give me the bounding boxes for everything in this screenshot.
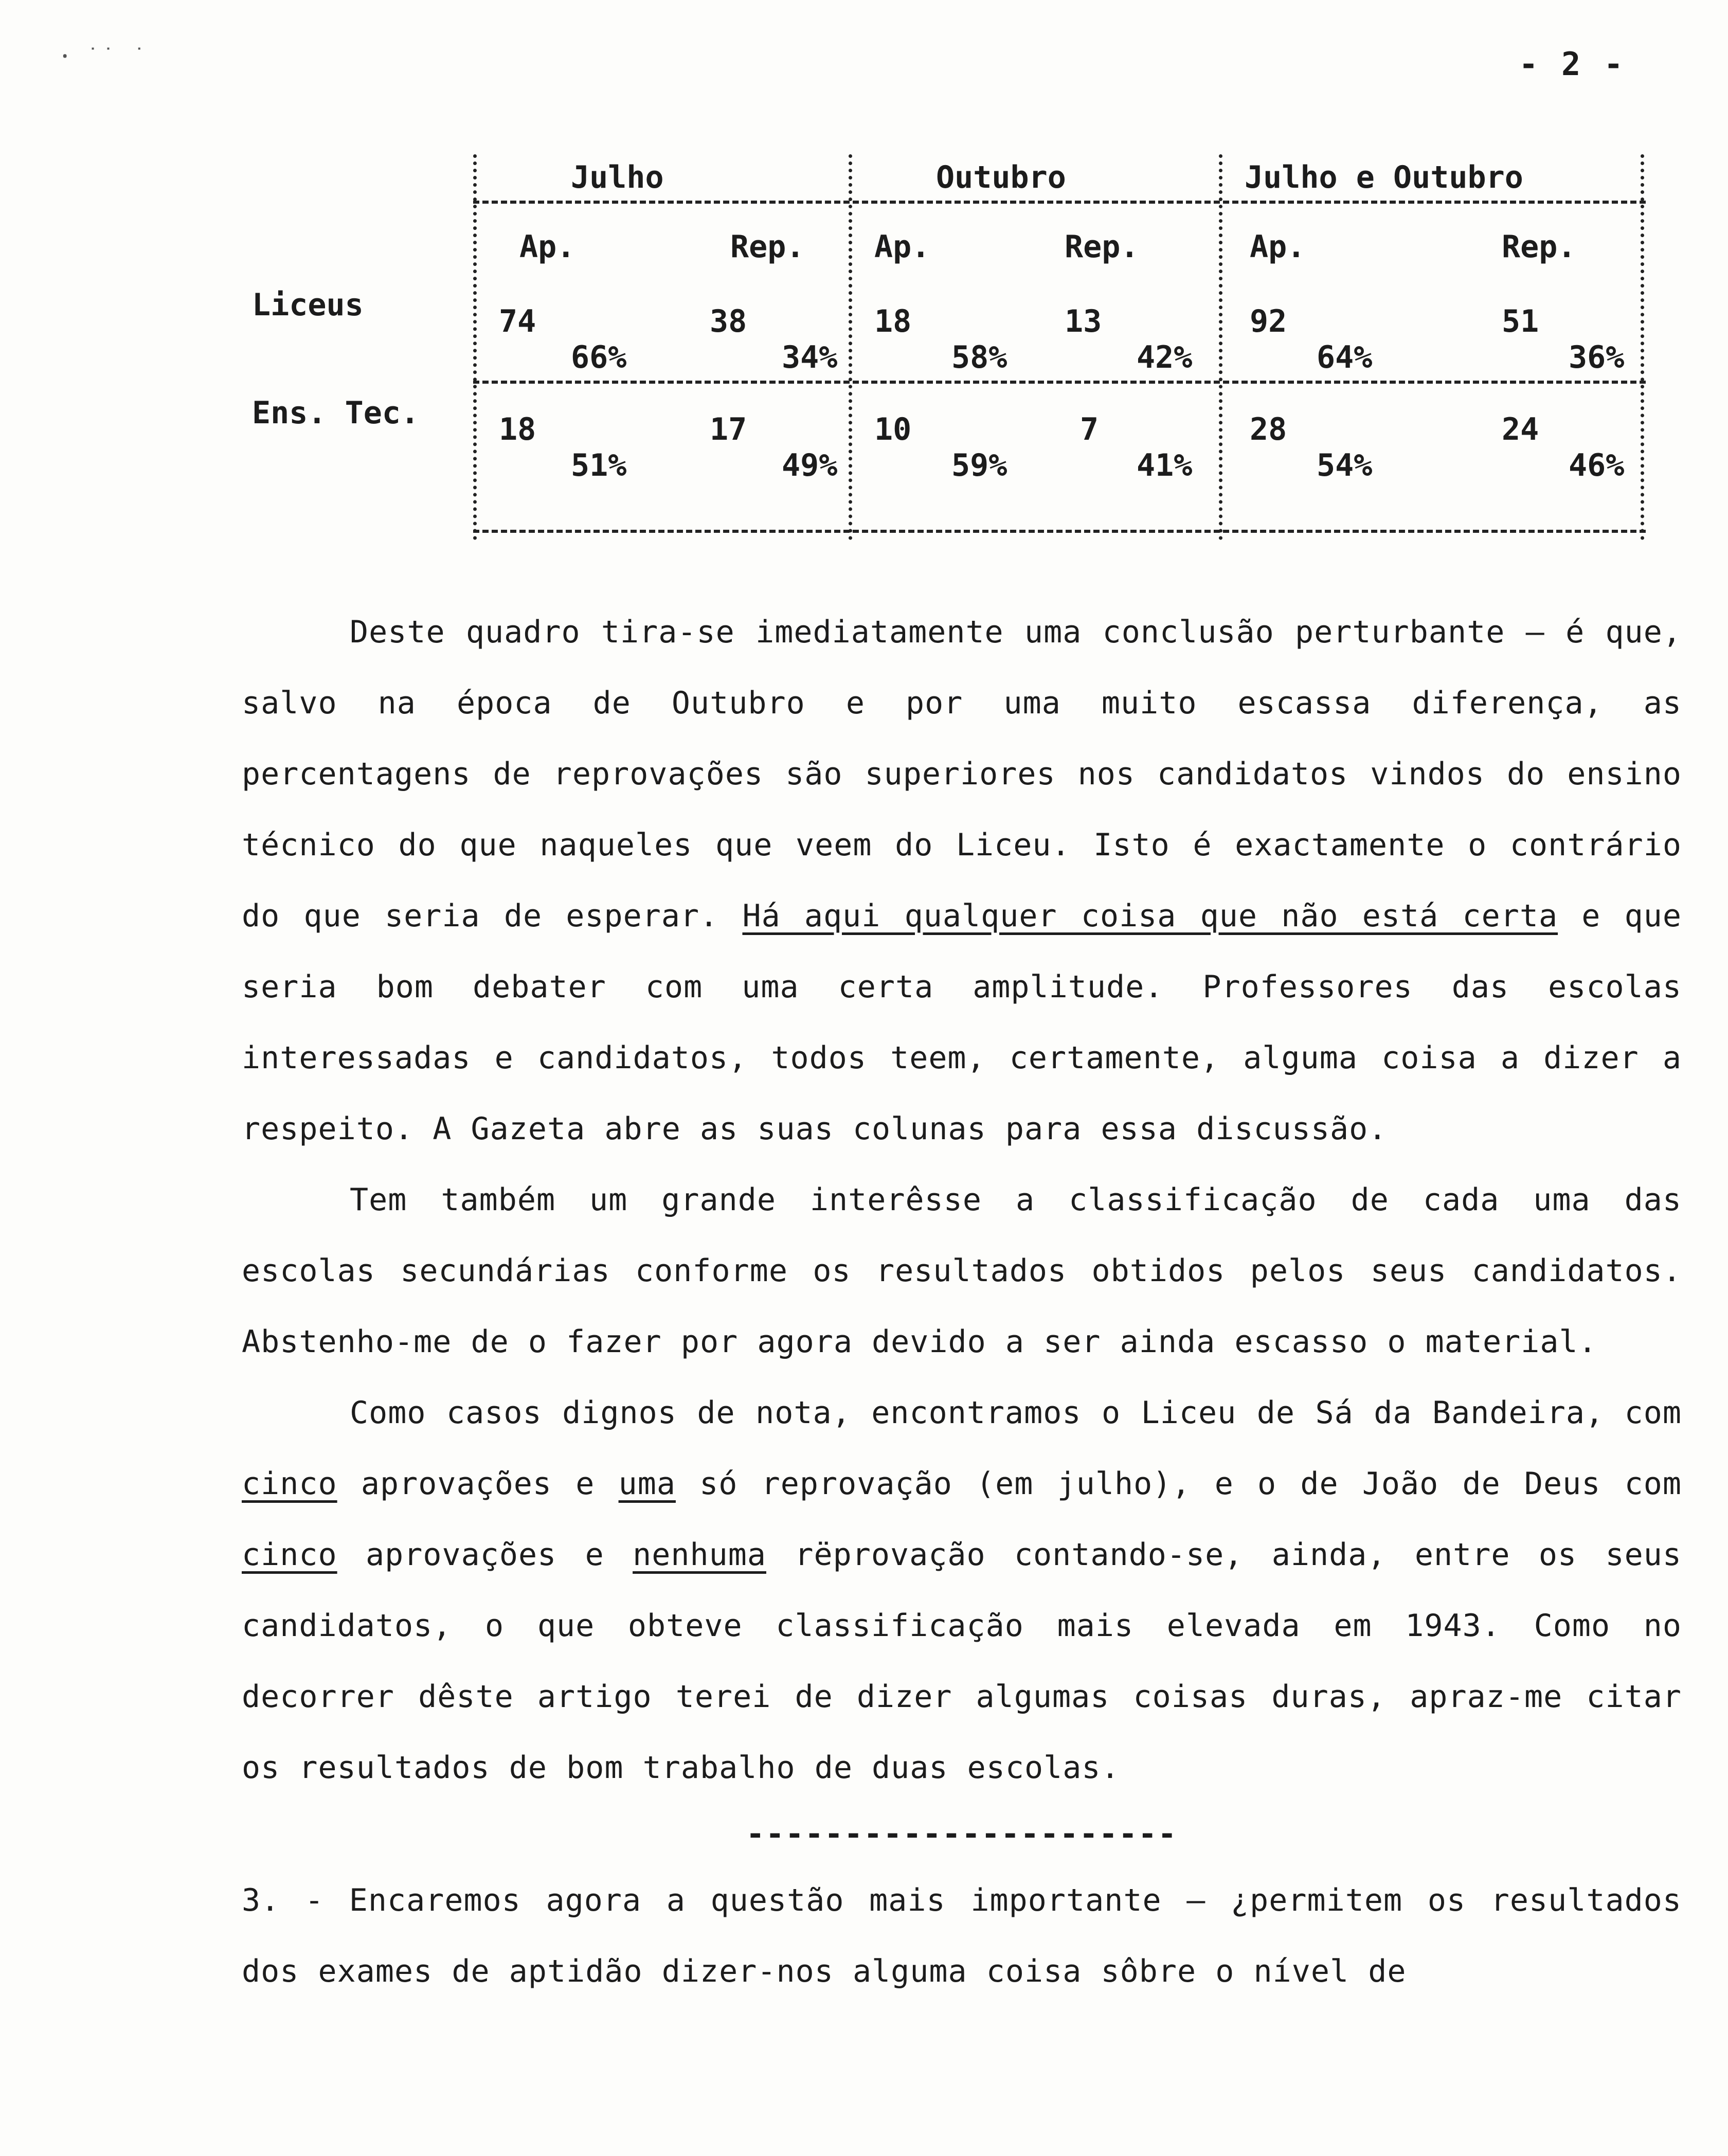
underlined-remark: Há aqui qualquer coisa que não está certa — [742, 898, 1558, 934]
underlined-cinco-1: cinco — [242, 1466, 337, 1502]
enstec-julho-rep-count: 17 — [710, 411, 747, 447]
enstec-outubro-rep-count: 7 — [1080, 411, 1099, 447]
corner-mark: ꞏ ˙˙ ˙ — [62, 45, 149, 68]
underlined-cinco-2: cinco — [242, 1537, 337, 1573]
liceus-outubro-rep-count: 13 — [1065, 303, 1102, 339]
paragraph-section-3: 3. - Encaremos agora a questão mais importante — ¿permitem os resultados dos exames de aptidão dizer-nos alguma coisa sôbre o nível de — [242, 1882, 1682, 1989]
table-rule-left — [473, 154, 477, 540]
enstec-total-rep-percent: 46% — [1569, 447, 1625, 483]
table-grid — [473, 154, 1646, 540]
liceus-julho-ap-percent: 66% — [571, 339, 627, 375]
liceus-julho-ap-count: 74 — [499, 303, 536, 339]
underlined-nenhuma: nenhuma — [633, 1537, 766, 1573]
subheader-julho-rep: Rep. — [730, 229, 805, 265]
notable-text-2: aprovações e — [337, 1466, 619, 1502]
group-header-outubro: Outubro — [936, 159, 1066, 195]
enstec-total-ap-percent: 54% — [1317, 447, 1373, 483]
enstec-outubro-ap-percent: 59% — [951, 447, 1007, 483]
page-number: - 2 - — [1519, 45, 1625, 83]
paragraph-notable-cases — [242, 1377, 1682, 1803]
liceus-total-ap-count: 92 — [1250, 303, 1287, 339]
row-label-ens-tec: Ens. Tec. — [252, 395, 420, 431]
liceus-outubro-ap-count: 18 — [874, 303, 912, 339]
subheader-julho-ap: Ap. — [519, 229, 575, 265]
table-rule-bottom — [473, 530, 1646, 533]
liceus-outubro-ap-percent: 58% — [951, 339, 1007, 375]
enstec-julho-ap-percent: 51% — [571, 447, 627, 483]
notable-text-4: aprovações e — [337, 1537, 633, 1573]
table-rule-right — [1641, 154, 1644, 540]
table-rule-middle — [473, 381, 1646, 384]
liceus-total-ap-percent: 64% — [1317, 339, 1373, 375]
enstec-total-ap-count: 28 — [1250, 411, 1287, 447]
enstec-total-rep-count: 24 — [1502, 411, 1539, 447]
row-label-liceus: Liceus — [252, 287, 364, 323]
liceus-total-rep-count: 51 — [1502, 303, 1539, 339]
liceus-julho-rep-count: 38 — [710, 303, 747, 339]
article-body — [242, 597, 1682, 2007]
section-separator: ---------------------- — [746, 1816, 1178, 1852]
enstec-outubro-ap-count: 10 — [874, 411, 912, 447]
notable-text-5: rëprovação contando-se, ainda, entre os seus candidatos, o que obteve classificação mais elevada em 1943. Como no decorrer dêste artigo terei de dizer algumas coisas duras, apraz-me citar os resultados de bom trabalho de duas escolas. — [242, 1537, 1682, 1786]
subheader-outubro-ap: Ap. — [874, 229, 930, 265]
liceus-outubro-rep-percent: 42% — [1137, 339, 1193, 375]
paragraph-conclusion — [242, 597, 1682, 1164]
enstec-outubro-rep-percent: 41% — [1137, 447, 1193, 483]
handwritten-so: só — [675, 1466, 738, 1502]
group-header-julho-outubro: Julho e Outubro — [1245, 159, 1523, 195]
table-rule-col2 — [1219, 154, 1222, 540]
table-rule-header — [473, 201, 1646, 204]
table-rule-col1 — [849, 154, 852, 540]
enstec-julho-ap-count: 18 — [499, 411, 536, 447]
enstec-julho-rep-percent: 49% — [782, 447, 838, 483]
notable-text-3: reprovação (em julho), e o de João de Deus com — [737, 1466, 1682, 1502]
paragraph-classification: Tem também um grande interêsse a classificação de cada uma das escolas secundárias conforme os resultados obtidos pelos seus candidatos. Abstenho-me de o fazer por agora devido a ser ainda escasso o material. — [242, 1182, 1682, 1360]
liceus-julho-rep-percent: 34% — [782, 339, 838, 375]
underlined-uma: uma — [618, 1466, 676, 1502]
liceus-total-rep-percent: 36% — [1569, 339, 1625, 375]
subheader-total-rep: Rep. — [1502, 229, 1576, 265]
group-header-julho: Julho — [571, 159, 664, 195]
paragraph-conclusion-end: e que seria bom debater com uma certa amplitude. Professores das escolas interessadas e candidatos, todos teem, certamente, alguma coisa a dizer a respeito. A Gazeta abre as suas colunas para essa discussão. — [242, 898, 1682, 1147]
subheader-total-ap: Ap. — [1250, 229, 1306, 265]
notable-text-1: Como casos dignos de nota, encontramos o Liceu de Sá da Bandeira, com — [350, 1395, 1682, 1431]
subheader-outubro-rep: Rep. — [1065, 229, 1139, 265]
paragraph-conclusion-start: Deste quadro tira-se imediatamente uma conclusão perturbante — é que, salvo na época de Outubro e por uma muito escassa diferença, as percentagens de reprovações são superiores nos candidatos vindos do ensino técnico do que naqueles que veem do Liceu. Isto é exactamente o contrário do que seria de esperar. — [242, 614, 1682, 934]
